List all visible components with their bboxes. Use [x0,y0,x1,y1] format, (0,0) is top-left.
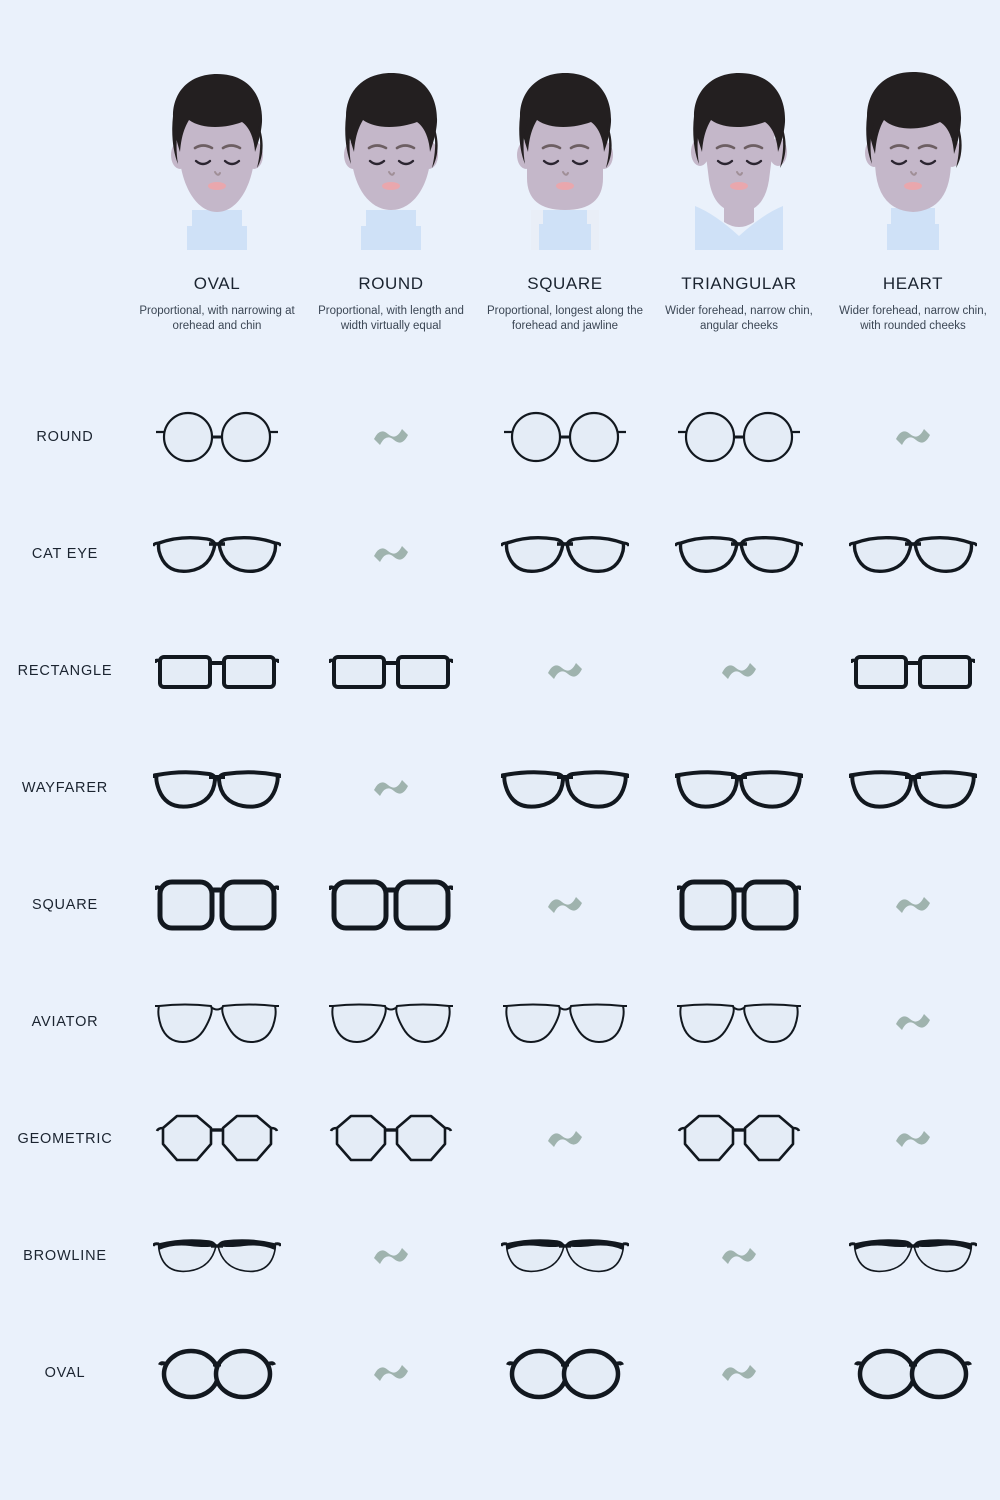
cell-browline-heart [826,1197,1000,1314]
cell-wayfarer-triangular [652,729,826,846]
cell-geometric-round [304,1080,478,1197]
cell-round-heart [826,378,1000,495]
cell-browline-round [304,1197,478,1314]
glasses-wayfarer-icon [501,765,629,811]
face-name-oval: OVAL [193,274,241,293]
cell-browline-triangular [652,1197,826,1314]
frame-row-cat-eye [0,495,1000,612]
cell-square-round [304,846,478,963]
cell-rectangle-round [304,612,478,729]
squiggle-icon [371,424,411,450]
glasses-rectangle-icon [329,647,453,695]
face-column-square [478,60,652,334]
face-illustration-triangular [669,60,809,250]
squiggle-icon [893,1126,933,1152]
glasses-browline-icon [153,1234,281,1278]
cell-cat-eye-square [478,495,652,612]
frame-row-label-aviator: AVIATOR [31,1013,99,1030]
face-column-triangular [652,60,826,334]
frame-row-label-geometric: GEOMETRIC [17,1130,113,1147]
frame-row-rectangle [0,612,1000,729]
glasses-aviator-icon [503,996,627,1048]
cell-oval-oval [130,1314,304,1431]
face-illustration-oval [147,60,287,250]
glasses-cat-eye-icon [153,529,281,579]
cell-rectangle-oval [130,612,304,729]
glasses-round-icon [677,408,801,466]
glasses-oval-icon [506,1346,624,1400]
glasses-browline-icon [501,1234,629,1278]
face-illustration-round [321,60,461,250]
face-name-heart: HEART [882,274,944,293]
squiggle-icon [371,775,411,801]
face-column-oval [130,60,304,334]
squiggle-icon [371,1243,411,1269]
cell-round-round [304,378,478,495]
cell-wayfarer-round [304,729,478,846]
frame-row-label-cat-eye: CAT EYE [31,545,99,562]
glasses-round-icon [503,408,627,466]
glasses-geometric-icon [329,1112,453,1166]
cell-cat-eye-heart [826,495,1000,612]
cell-round-triangular [652,378,826,495]
squiggle-icon [893,892,933,918]
face-name-triangular: TRIANGULAR [681,274,797,293]
cell-wayfarer-square [478,729,652,846]
face-column-round [304,60,478,334]
glasses-browline-icon [849,1234,977,1278]
cell-cat-eye-oval [130,495,304,612]
squiggle-icon [545,892,585,918]
glasses-aviator-icon [677,996,801,1048]
frame-row-wayfarer [0,729,1000,846]
cell-rectangle-heart [826,612,1000,729]
squiggle-icon [371,1360,411,1386]
frame-row-label-wayfarer: WAYFARER [21,779,109,796]
glasses-wayfarer-icon [153,765,281,811]
cell-cat-eye-triangular [652,495,826,612]
cell-cat-eye-round [304,495,478,612]
cell-aviator-triangular [652,963,826,1080]
squiggle-icon [893,1009,933,1035]
glasses-aviator-icon [329,996,453,1048]
face-desc-oval: Proportional, with narrowing at orehead and chin [139,305,295,332]
face-illustration-square [495,60,635,250]
cell-geometric-heart [826,1080,1000,1197]
face-column-heart [826,60,1000,334]
squiggle-icon [545,1126,585,1152]
face-desc-square: Proportional, longest along the forehead and jawline [487,305,643,332]
cell-oval-triangular [652,1314,826,1431]
face-desc-round: Proportional, with length and width virtually equal [318,305,464,332]
cell-geometric-square [478,1080,652,1197]
frame-row-label-browline: BROWLINE [23,1247,107,1264]
squiggle-icon [545,658,585,684]
cell-oval-square [478,1314,652,1431]
cell-aviator-oval [130,963,304,1080]
glasses-geometric-icon [155,1112,279,1166]
glasses-square-icon [329,876,453,934]
frame-row-label-square: SQUARE [31,896,99,913]
frame-row-square [0,846,1000,963]
glasses-cat-eye-icon [675,529,803,579]
face-name-square: SQUARE [527,274,603,293]
cell-browline-oval [130,1197,304,1314]
squiggle-icon [719,1243,759,1269]
face-desc-heart: Wider forehead, narrow chin, with rounded cheeks [839,305,987,332]
frame-row-round [0,378,1000,495]
cell-oval-round [304,1314,478,1431]
glasses-square-icon [155,876,279,934]
squiggle-icon [719,1360,759,1386]
cell-square-square [478,846,652,963]
glasses-cat-eye-icon [501,529,629,579]
cell-round-oval [130,378,304,495]
glasses-wayfarer-icon [675,765,803,811]
cell-square-oval [130,846,304,963]
glasses-rectangle-icon [851,647,975,695]
frame-row-label-rectangle: RECTANGLE [17,662,113,679]
frame-row-oval [0,1314,1000,1431]
cell-oval-heart [826,1314,1000,1431]
cell-aviator-heart [826,963,1000,1080]
glasses-geometric-icon [677,1112,801,1166]
glasses-cat-eye-icon [849,529,977,579]
frame-row-label-oval: OVAL [44,1364,86,1381]
face-name-round: ROUND [358,274,424,293]
cell-square-triangular [652,846,826,963]
glasses-wayfarer-icon [849,765,977,811]
squiggle-icon [719,658,759,684]
cell-aviator-round [304,963,478,1080]
squiggle-icon [371,541,411,567]
frame-row-geometric [0,1080,1000,1197]
glasses-oval-icon [854,1346,972,1400]
cell-aviator-square [478,963,652,1080]
cell-round-square [478,378,652,495]
face-illustration-heart [843,60,983,250]
frame-row-label-round: ROUND [36,428,94,445]
squiggle-icon [893,424,933,450]
cell-rectangle-square [478,612,652,729]
glasses-rectangle-icon [155,647,279,695]
glasses-aviator-icon [155,996,279,1048]
frame-row-browline [0,1197,1000,1314]
frame-rows [0,378,1000,1431]
cell-geometric-oval [130,1080,304,1197]
glasses-round-icon [155,408,279,466]
cell-square-heart [826,846,1000,963]
cell-geometric-triangular [652,1080,826,1197]
frame-row-aviator [0,963,1000,1080]
cell-wayfarer-oval [130,729,304,846]
cell-browline-square [478,1197,652,1314]
glasses-oval-icon [158,1346,276,1400]
cell-rectangle-triangular [652,612,826,729]
cell-wayfarer-heart [826,729,1000,846]
face-shapes-header [130,60,1000,334]
glasses-square-icon [677,876,801,934]
face-desc-triangular: Wider forehead, narrow chin, angular cheeks [665,305,813,332]
